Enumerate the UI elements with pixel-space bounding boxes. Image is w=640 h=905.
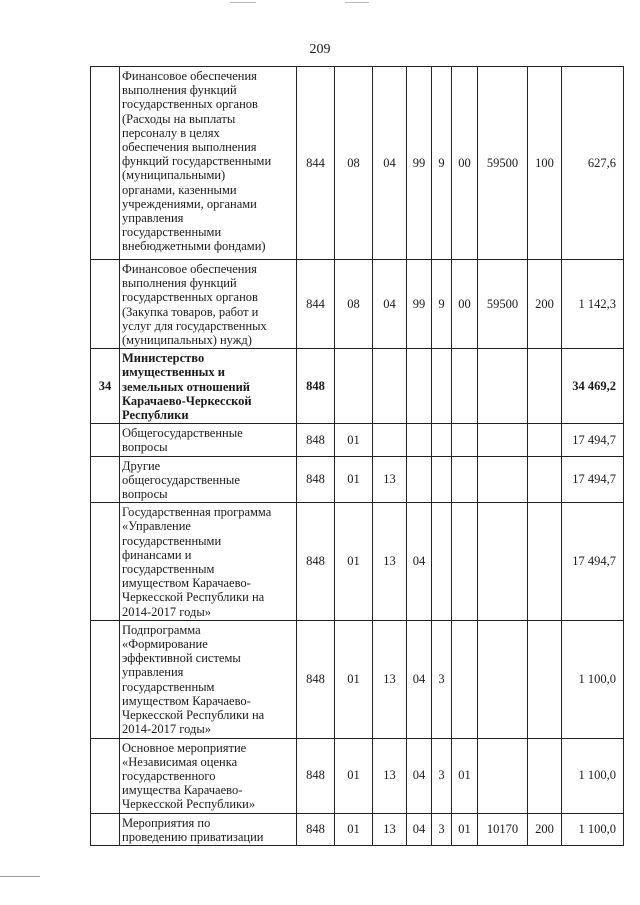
description-line: Черкесской Республики» bbox=[122, 797, 256, 812]
code-cell-c6 bbox=[452, 424, 478, 456]
code-cell-c6: 01 bbox=[452, 813, 478, 845]
code-cell-c2: 01 bbox=[335, 738, 373, 813]
row-number: 34 bbox=[98, 379, 112, 394]
description-line: функций государственными bbox=[122, 154, 272, 169]
description-line: Основное мероприятие bbox=[122, 740, 247, 755]
code-cell-c1: 848 bbox=[297, 424, 335, 456]
code-cell-c6: 00 bbox=[452, 260, 478, 349]
description-line: Мероприятия по bbox=[122, 815, 211, 830]
description-line: услуг для государственных bbox=[122, 318, 267, 333]
code-cell-c6 bbox=[452, 503, 478, 621]
description-line: имущественных и bbox=[122, 365, 225, 380]
row-description bbox=[91, 349, 297, 424]
description-line: государственных органов bbox=[122, 97, 258, 112]
row-description bbox=[91, 456, 297, 503]
amount-cell: 1 100,0 bbox=[562, 813, 624, 845]
amount-cell: 1 100,0 bbox=[562, 620, 624, 738]
code-cell-c4 bbox=[407, 349, 432, 424]
number-column-divider bbox=[119, 813, 120, 846]
description-line: Государственная программа bbox=[122, 505, 272, 520]
description-line: (муниципальными) bbox=[122, 168, 226, 183]
code-cell-c1: 848 bbox=[297, 738, 335, 813]
code-cell-c2: 01 bbox=[335, 424, 373, 456]
amount-cell: 17 494,7 bbox=[562, 456, 624, 503]
description-line: управления bbox=[122, 665, 184, 680]
code-cell-c8 bbox=[528, 503, 562, 621]
description-line: «Управление bbox=[122, 519, 191, 534]
amount-cell: 1 100,0 bbox=[562, 738, 624, 813]
code-cell-c8 bbox=[528, 620, 562, 738]
amount-cell: 34 469,2 bbox=[562, 349, 624, 424]
code-cell-c5: 3 bbox=[432, 813, 452, 845]
code-cell-c4: 99 bbox=[407, 67, 432, 260]
code-cell-c2: 01 bbox=[335, 620, 373, 738]
description-line: Финансовое обеспечения bbox=[122, 69, 257, 83]
bottom-rule bbox=[0, 876, 40, 877]
description-line: Черкесской Республики на bbox=[122, 708, 265, 723]
code-cell-c7 bbox=[478, 503, 528, 621]
code-cell-c3 bbox=[373, 349, 407, 424]
amount-cell: 627,6 bbox=[562, 67, 624, 260]
code-cell-c4: 99 bbox=[407, 260, 432, 349]
page-number: 209 bbox=[309, 42, 331, 57]
row-description bbox=[91, 813, 297, 845]
row-description bbox=[91, 260, 297, 349]
description-line: финансами и bbox=[122, 547, 192, 562]
scan-artifact bbox=[345, 2, 369, 3]
description-line: обеспечения выполнения bbox=[122, 140, 257, 155]
table-row bbox=[91, 349, 624, 424]
code-cell-c7 bbox=[478, 349, 528, 424]
code-cell-c1: 848 bbox=[297, 503, 335, 621]
code-cell-c6: 00 bbox=[452, 67, 478, 260]
code-cell-c7 bbox=[478, 424, 528, 456]
code-cell-c1: 848 bbox=[297, 456, 335, 503]
code-cell-c5 bbox=[432, 424, 452, 456]
description-line: государственными bbox=[122, 225, 222, 240]
code-cell-c8 bbox=[528, 738, 562, 813]
number-column-divider bbox=[119, 620, 120, 739]
description-line: «Независимая оценка bbox=[122, 754, 238, 769]
number-column-divider bbox=[119, 738, 120, 814]
code-cell-c2: 01 bbox=[335, 813, 373, 845]
table-row bbox=[91, 456, 624, 503]
description-line: государственным bbox=[122, 562, 215, 577]
table-row bbox=[91, 738, 624, 813]
code-cell-c2 bbox=[335, 349, 373, 424]
number-column-divider bbox=[119, 502, 120, 621]
description-line: органами, казенными bbox=[122, 182, 237, 197]
code-cell-c7 bbox=[478, 738, 528, 813]
code-cell-c5: 3 bbox=[432, 738, 452, 813]
description-line: имуществом Карачаево- bbox=[122, 693, 251, 708]
description-line: Министерство bbox=[122, 351, 205, 366]
code-cell-c5: 9 bbox=[432, 260, 452, 349]
description-line: эффективной системы bbox=[122, 651, 241, 666]
description-line: государственного bbox=[122, 768, 216, 783]
description-line: внебюджетными фондами) bbox=[122, 239, 266, 254]
description-line: государственными bbox=[122, 533, 222, 548]
code-cell-c5 bbox=[432, 349, 452, 424]
code-cell-c2: 01 bbox=[335, 456, 373, 503]
description-line: выполнения функций bbox=[122, 83, 237, 98]
description-line: вопросы bbox=[122, 487, 168, 502]
table-row bbox=[91, 813, 624, 845]
code-cell-c4: 04 bbox=[407, 813, 432, 845]
code-cell-c3: 13 bbox=[373, 738, 407, 813]
code-cell-c1: 848 bbox=[297, 813, 335, 845]
number-column-divider bbox=[119, 456, 120, 504]
amount-cell: 1 142,3 bbox=[562, 260, 624, 349]
description-line: Финансовое обеспечения bbox=[122, 262, 257, 276]
code-cell-c3: 13 bbox=[373, 813, 407, 845]
description-line: Другие bbox=[122, 458, 161, 473]
code-cell-c5: 3 bbox=[432, 620, 452, 738]
code-cell-c2: 08 bbox=[335, 260, 373, 349]
description-line: государственных органов bbox=[122, 290, 258, 305]
code-cell-c6 bbox=[452, 620, 478, 738]
description-line: учреждениями, органами bbox=[122, 196, 257, 211]
description-line: (муниципальных) нужд) bbox=[122, 333, 252, 348]
code-cell-c8 bbox=[528, 424, 562, 456]
description-line: выполнения функций bbox=[122, 276, 237, 291]
scan-artifact bbox=[230, 2, 256, 3]
code-cell-c5 bbox=[432, 503, 452, 621]
code-cell-c7 bbox=[478, 456, 528, 503]
row-description bbox=[91, 424, 297, 456]
row-description bbox=[91, 738, 297, 813]
code-cell-c1: 848 bbox=[297, 620, 335, 738]
description-line: земельных отношений bbox=[122, 379, 250, 394]
code-cell-c4: 04 bbox=[407, 738, 432, 813]
amount-cell: 17 494,7 bbox=[562, 424, 624, 456]
row-description bbox=[91, 67, 297, 260]
code-cell-c2: 01 bbox=[335, 503, 373, 621]
description-line: имуществом Карачаево- bbox=[122, 576, 251, 591]
description-line: 2014-2017 годы» bbox=[122, 722, 212, 737]
description-line: (Расходы на выплаты bbox=[122, 111, 236, 126]
number-column-divider bbox=[119, 259, 120, 349]
code-cell-c3: 13 bbox=[373, 620, 407, 738]
code-cell-c1: 844 bbox=[297, 67, 335, 260]
row-description bbox=[91, 503, 297, 621]
description-line: имущества Карачаево- bbox=[122, 783, 243, 798]
code-cell-c6 bbox=[452, 456, 478, 503]
code-cell-c7: 59500 bbox=[478, 67, 528, 260]
number-column-divider bbox=[119, 348, 120, 424]
code-cell-c2: 08 bbox=[335, 67, 373, 260]
code-cell-c4 bbox=[407, 456, 432, 503]
code-cell-c7: 10170 bbox=[478, 813, 528, 845]
code-cell-c5: 9 bbox=[432, 67, 452, 260]
code-cell-c3 bbox=[373, 424, 407, 456]
code-cell-c6: 01 bbox=[452, 738, 478, 813]
row-description bbox=[91, 620, 297, 738]
description-line: общегосударственные bbox=[122, 472, 240, 487]
code-cell-c8: 200 bbox=[528, 260, 562, 349]
code-cell-c6 bbox=[452, 349, 478, 424]
description-line: Подпрограмма bbox=[122, 622, 201, 637]
code-cell-c8: 200 bbox=[528, 813, 562, 845]
code-cell-c3: 04 bbox=[373, 67, 407, 260]
description-line: Республики bbox=[122, 408, 189, 423]
code-cell-c1: 844 bbox=[297, 260, 335, 349]
description-line: «Формирование bbox=[122, 637, 208, 652]
description-line: управления bbox=[122, 211, 184, 226]
number-column-divider bbox=[119, 423, 120, 456]
code-cell-c4: 04 bbox=[407, 620, 432, 738]
description-line: Карачаево-Черкесской bbox=[122, 393, 252, 408]
description-line: персоналу в целях bbox=[122, 125, 220, 140]
code-cell-c8 bbox=[528, 349, 562, 424]
code-cell-c3: 13 bbox=[373, 503, 407, 621]
code-cell-c5 bbox=[432, 456, 452, 503]
code-cell-c8 bbox=[528, 456, 562, 503]
number-column-divider bbox=[119, 67, 120, 260]
description-line: вопросы bbox=[122, 440, 168, 455]
table-row bbox=[91, 260, 624, 349]
code-cell-c3: 13 bbox=[373, 456, 407, 503]
table-row bbox=[91, 67, 624, 260]
table-row bbox=[91, 503, 624, 621]
code-cell-c7: 59500 bbox=[478, 260, 528, 349]
description-line: 2014-2017 годы» bbox=[122, 604, 212, 619]
code-cell-c8: 100 bbox=[528, 67, 562, 260]
description-line: государственным bbox=[122, 679, 215, 694]
code-cell-c1: 848 bbox=[297, 349, 335, 424]
description-line: Черкесской Республики на bbox=[122, 590, 265, 605]
amount-cell: 17 494,7 bbox=[562, 503, 624, 621]
table-row bbox=[91, 620, 624, 738]
code-cell-c4 bbox=[407, 424, 432, 456]
code-cell-c4: 04 bbox=[407, 503, 432, 621]
code-cell-c3: 04 bbox=[373, 260, 407, 349]
description-line: Общегосударственные bbox=[122, 426, 243, 441]
description-line: проведению приватизации bbox=[122, 829, 264, 844]
budget-table bbox=[90, 66, 624, 846]
code-cell-c7 bbox=[478, 620, 528, 738]
description-line: (Закупка товаров, работ и bbox=[122, 304, 259, 319]
table-row bbox=[91, 424, 624, 456]
